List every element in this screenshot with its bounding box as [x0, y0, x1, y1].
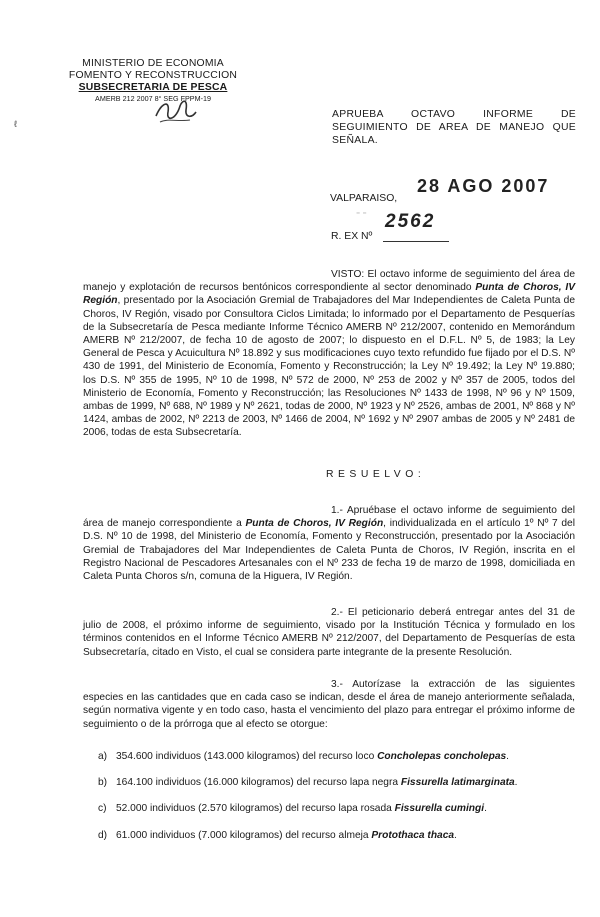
visto-sector: Punta de Choros, IV Región — [83, 282, 576, 307]
species-text: 354.600 individuos (143.000 kilogramos) del recurso loco — [116, 751, 378, 762]
species-end: . — [506, 751, 509, 762]
resolution-title: APRUEBA OCTAVO INFORME DE SEGUIMIENTO DE AREA DE MANEJO QUE SEÑALA. — [332, 109, 576, 146]
species-name: Fissurella cumingi — [394, 803, 485, 814]
species-label: a) — [98, 751, 108, 762]
species-item — [98, 829, 588, 842]
resolutive-2: 2.- El peticionario deberá entregar antes del 31 de julio de 2008, el próximo informe de seguimiento, visado por la Institución Técnica y formulado en los términos contenidos en el Informe Técnico AMERB Nº 212/2007, del Departamento de Pesquerías de esta Subsecretaría, citado en Visto, el cual se considera parte integrante de la presente Resolución. — [83, 607, 575, 658]
resolutive-1 — [83, 504, 575, 583]
resuelvo-heading: RESUELVO: — [326, 469, 426, 480]
resolutive-3: 3.- Autorízase la extracción de las siguientes especies en las cantidades que en cada caso se indican, desde el área de manejo anteriormente señalada, según normativa vigente y en todo caso, hasta el vencimiento del plazo para entregar el próximo informe de seguimiento o de la prórroga que al efecto se otorgue: — [83, 679, 575, 730]
reference-code: AMERB 212 2007 8° SEG FPPM-19 — [95, 94, 211, 103]
rex-underline — [383, 241, 449, 242]
date-stamp: 28 AGO 2007 — [417, 176, 550, 196]
visto-text-1: El octavo informe de seguimiento del área de manejo y explotación de recursos bentónicos correspondiente al sector denominado — [83, 269, 575, 294]
resolutive-1-lead: 1.- Apruébase el octavo informe de seguimiento del área de manejo correspondiente a — [83, 505, 575, 530]
visto-text-2: , presentado por la Asociación Gremial de Trabajadores del Mar Independientes de Caleta Punta de Choros, IV Región, visado por Consultora Ciclos Limitada; lo informado por el Departamento de Pesquerías de la Subsecretaría de Pesca mediante Informe Técnico AMERB Nº 212/2007, contenido en Memorándum AMERB Nº 212/2007, de fecha 10 de agosto de 2007; lo dispuesto en el D.F.L. Nº 5, de 1983; la Ley General de Pesca y Acuicultura Nº 18.892 y sus modificaciones cuyo texto refundido fue fijado por el D.S. Nº 430 de 1991, del Ministerio de Economía, Fomento y Reconstrucción; la Ley Nº 19.492; la Ley Nº 19.880; los D.S. Nº 355 de 1995, Nº 10 de 1998, Nº 572 de 2000, Nº 253 de 2002 y Nº 357 de 2005, todos del Ministerio de Economía, Fomento y Reconstrucción; las Resoluciones Nº 1433 de 1998, Nº 96 y Nº 1509, ambas de 1999, Nº 688, Nº 1989 y Nº 2621, todas de 2000, Nº 1923 y Nº 2526, ambas de 2001, Nº 868 y Nº 1424, ambas de 2002, Nº 2213 de 2003, Nº 1466 de 2004, Nº 1692 y Nº 2907 ambas de 2005 y Nº 2481 de 2006, todas de esta Subsecretaría. — [83, 295, 575, 439]
margin-mark: ℓ — [14, 119, 17, 129]
species-item — [98, 750, 588, 763]
species-end: . — [514, 777, 518, 788]
species-label: b) — [98, 777, 108, 788]
handwritten-initials-signature — [152, 92, 198, 128]
ministry-name: MINISTERIO DE ECONOMIA — [82, 58, 224, 69]
species-text: 164.100 individuos (16.000 kilogramos) del recurso lapa negra — [116, 777, 401, 788]
species-item — [98, 776, 588, 789]
species-text: 61.000 individuos (7.000 kilogramos) del recurso almeja — [116, 830, 372, 841]
species-name: Protothaca thaca — [371, 830, 455, 841]
species-label: c) — [98, 803, 107, 814]
visto-lead: VISTO: — [331, 269, 365, 280]
rex-label: R. EX Nº — [331, 231, 373, 242]
ministry-subtitle: FOMENTO Y RECONSTRUCCION — [68, 70, 238, 81]
species-name: Concholepas concholepas — [377, 751, 507, 762]
place-label: VALPARAISO, — [330, 193, 398, 204]
species-text: 52.000 individuos (2.570 kilogramos) del recurso lapa rosada — [116, 803, 395, 814]
resolutive-1-text: , individualizada en el artículo 1º Nº 7 del D.S. Nº 10 de 1998, del Ministerio de Economía, Fomento y Reconstrucción, presentado por la Asociación Gremial de Trabajadores del Mar Independientes de Caleta Punta de Choros, IV Región, inscrita en el Registro Nacional de Pescadores Artesanales con el Nº 233 de fecha 19 de marzo de 1998, domiciliada en Caleta Punta Choros s/n, comuna de la Higuera, IV Región. — [83, 518, 575, 583]
small-mark: ⁻ ⁻ — [356, 210, 367, 219]
species-name: Fissurella latimarginata — [400, 777, 515, 788]
species-item — [98, 802, 588, 815]
species-label: d) — [98, 830, 108, 841]
species-end: . — [454, 830, 457, 841]
species-end: . — [484, 803, 487, 814]
rex-number: 2562 — [385, 211, 436, 232]
subsecretaria-name: SUBSECRETARIA DE PESCA — [78, 82, 228, 93]
visto-paragraph — [83, 268, 575, 440]
resolutive-1-sector: Punta de Choros, IV Región — [245, 518, 384, 530]
